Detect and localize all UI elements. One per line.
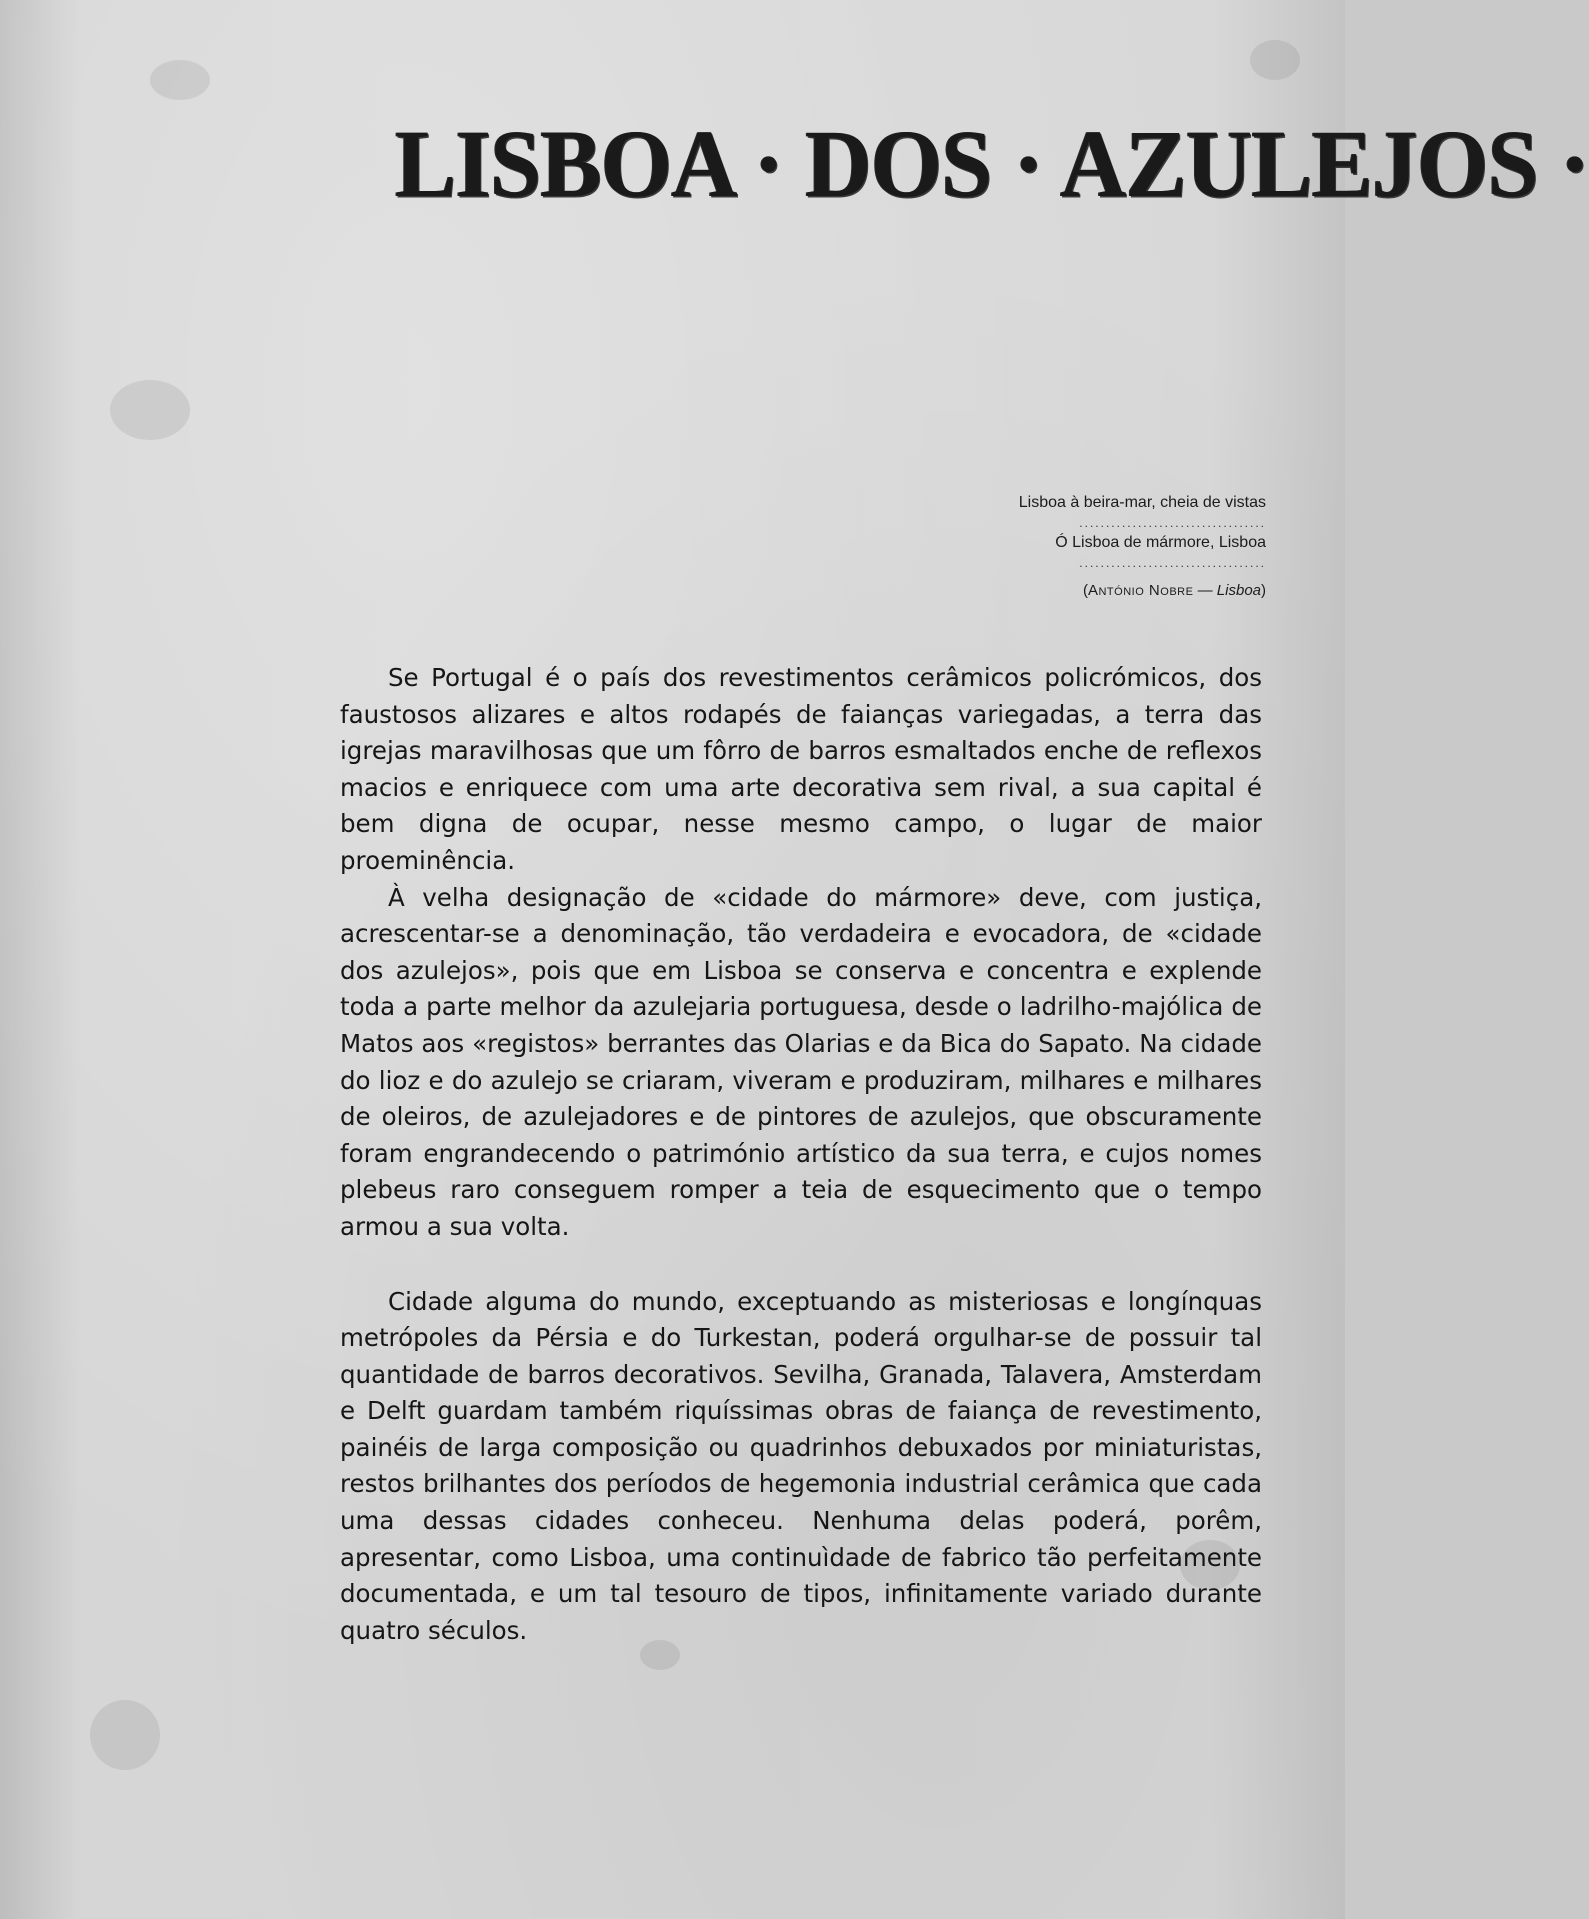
attribution-separator: — [1193, 582, 1217, 599]
attribution-open-paren: ( [1082, 582, 1088, 599]
paragraph-2: À velha designação de «cidade do mármore» deve, com justiça, acrescentar-se a denominação, tão verdadeira e evocadora, de «cidade dos azulejos», pois que em Lisboa se conserva e concentra e explende toda a parte melhor da azulejaria portuguesa, desde o ladrilho-majólica de Matos aos «registos» berrantes das Olarias e da Bica do Sapato. Na cidade do lioz e do azulejo se criaram, viveram e produziram, milhares e milhares de oleiros, de azulejadores e de pintores de azulejos, que obscuramente foram engrandecendo o património artístico da sua terra, e cujos nomes plebeus raro conseguem romper a teia de esquecimento que o tempo armou a sua volta. [340, 882, 1262, 1241]
attribution-author: António Nobre [1087, 582, 1194, 599]
paper-stain [1250, 40, 1300, 80]
body-text [340, 660, 1262, 1649]
attribution-work: Lisboa [1216, 582, 1261, 599]
page-title: LISBOA · DOS · AZULEJOS · [395, 110, 1589, 218]
epigraph-ellipsis: ................................... [1079, 556, 1266, 570]
paper-stain [110, 380, 190, 440]
epigraph-ellipsis: ................................... [1079, 516, 1266, 530]
paragraph-1: Se Portugal é o país dos revestimentos cerâmicos policrómicos, dos faustosos alizares e altos rodapés de faianças variegadas, a terra das igrejas maravilhosas que um fôrro de barros esmaltados enche de reflexos macios e enriquece com uma arte decorativa sem rival, a sua capital é bem digna de ocupar, nesse mesmo campo, o lugar de maior proeminência. [340, 663, 1262, 875]
epigraph-line-2: Ó Lisboa de mármore, Lisboa [1055, 534, 1266, 551]
paper-stain [150, 60, 210, 100]
epigraph-line-1: Lisboa à beira-mar, cheia de vistas [1018, 494, 1266, 511]
epigraph [926, 490, 1266, 604]
attribution-close-paren: ) [1261, 582, 1266, 599]
paper-stain [90, 1700, 160, 1770]
epigraph-attribution [926, 578, 1266, 604]
paragraph-3: Cidade alguma do mundo, exceptuando as misteriosas e longínquas metrópoles da Pérsia e do Turkestan, poderá orgulhar-se de possuir tal quantidade de barros decorativos. Sevilha, Granada, Talavera, Amsterdam e Delft guardam também riquíssimas obras de faiança de revestimento, painéis de larga composição ou quadrinhos debuxados por miniaturistas, restos brilhantes dos períodos de hegemonia industrial cerâmica que cada uma dessas cidades conheceu. Nenhuma delas poderá, porêm, apresentar, como Lisboa, uma continuìdade de fabrico tão perfeitamente documentada, e um tal tesouro de tipos, infinitamente variado durante quatro séculos. [340, 1286, 1262, 1645]
